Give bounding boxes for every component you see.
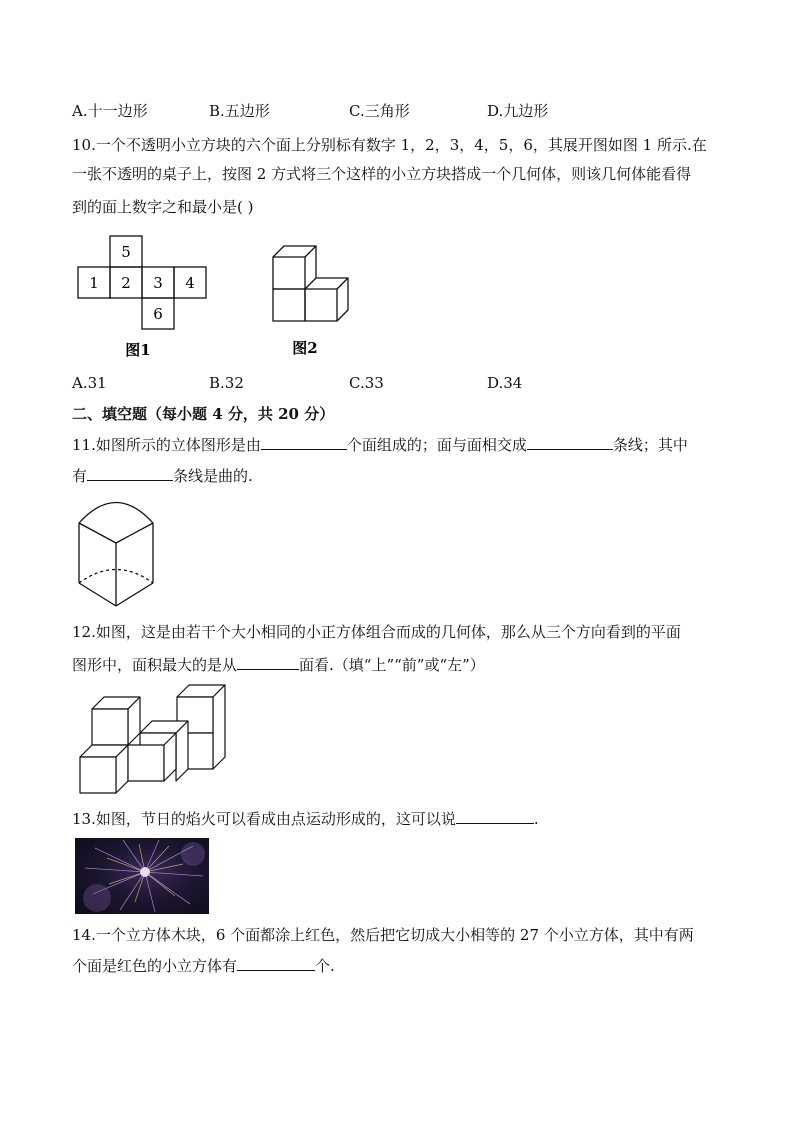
q11-line1	[72, 434, 688, 456]
q13-line	[72, 808, 539, 830]
q11-text-d: 有	[72, 467, 88, 485]
q12-text-a: 图形中，面积最大的是从	[72, 656, 238, 674]
q12-text-b: 面看.（填“上”“前”或“左”）	[299, 656, 485, 674]
q12-line1: 12.如图，这是由若干个大小相同的小正方体组合而成的几何体，那么从三个方向看到的平面	[72, 623, 681, 641]
q13-text-b: .	[533, 810, 539, 828]
q14-line1: 14.一个立方体木块，6 个面都涂上红色，然后把它切成大小相等的 27 个小立方体，其中有两	[72, 926, 694, 944]
q10-option-c[interactable]: C.33	[349, 374, 384, 392]
cube-net-figure	[78, 236, 218, 366]
q11-blank-faces[interactable]	[261, 434, 347, 450]
q10-stem-line3: 到的面上数字之和最小是( )	[72, 198, 254, 216]
figure-1-label: 图1	[125, 341, 151, 359]
q12-line2	[72, 654, 485, 676]
q12-blank-direction[interactable]	[237, 654, 299, 670]
stacked-cubes-figure	[80, 684, 230, 796]
q14-line2	[72, 955, 335, 977]
net-face-3: 3	[153, 274, 163, 292]
q10-stem-line1: 10.一个不透明小立方块的六个面上分别标有数字 1，2，3，4，5，6，其展开图如图 1 所示.在	[72, 136, 707, 154]
net-face-1: 1	[89, 274, 99, 292]
half-cylinder-figure	[76, 498, 158, 610]
q10-stem-line2: 一张不透明的桌子上，按图 2 方式将三个这样的小立方块搭成一个几何体，则该几何体能看得	[72, 165, 692, 183]
fireworks-photo	[75, 838, 209, 914]
q9-option-a[interactable]: A.十一边形	[72, 102, 148, 120]
q14-blank-count[interactable]	[237, 955, 315, 971]
q10-options	[72, 372, 732, 394]
q10-option-a[interactable]: A.31	[72, 374, 107, 392]
q10-option-d[interactable]: D.34	[487, 374, 523, 392]
q11-blank-curved[interactable]	[87, 465, 173, 481]
q14-text-a: 个面是红色的小立方体有	[72, 957, 238, 975]
q9-option-b[interactable]: B.五边形	[209, 102, 270, 120]
q9-option-c[interactable]: C.三角形	[349, 102, 410, 120]
q14-text-b: 个.	[315, 957, 335, 975]
q11-text-c: 条线；其中	[612, 436, 688, 454]
q11-text-a: 11.如图所示的立体图形是由	[72, 436, 261, 454]
q11-text-b: 个面组成的；面与面相交成	[346, 436, 527, 454]
net-face-2: 2	[121, 274, 131, 292]
q13-blank-conclusion[interactable]	[456, 808, 534, 824]
net-face-5: 5	[121, 243, 131, 261]
section-2-heading: 二、填空题（每小题 4 分，共 20 分）	[72, 405, 335, 423]
net-face-4: 4	[185, 274, 195, 292]
q11-blank-lines[interactable]	[527, 434, 613, 450]
q13-text-a: 13.如图，节日的焰火可以看成由点运动形成的，这可以说	[72, 810, 456, 828]
q9-options	[72, 100, 732, 122]
figure-2-label: 图2	[292, 339, 318, 357]
q11-text-e: 条线是曲的.	[173, 467, 253, 485]
net-face-6: 6	[153, 305, 163, 323]
three-cubes-figure	[270, 240, 360, 365]
q10-option-b[interactable]: B.32	[209, 374, 244, 392]
q9-option-d[interactable]: D.九边形	[487, 102, 549, 120]
q11-line2	[72, 465, 253, 487]
fireworks-burst	[75, 838, 209, 914]
